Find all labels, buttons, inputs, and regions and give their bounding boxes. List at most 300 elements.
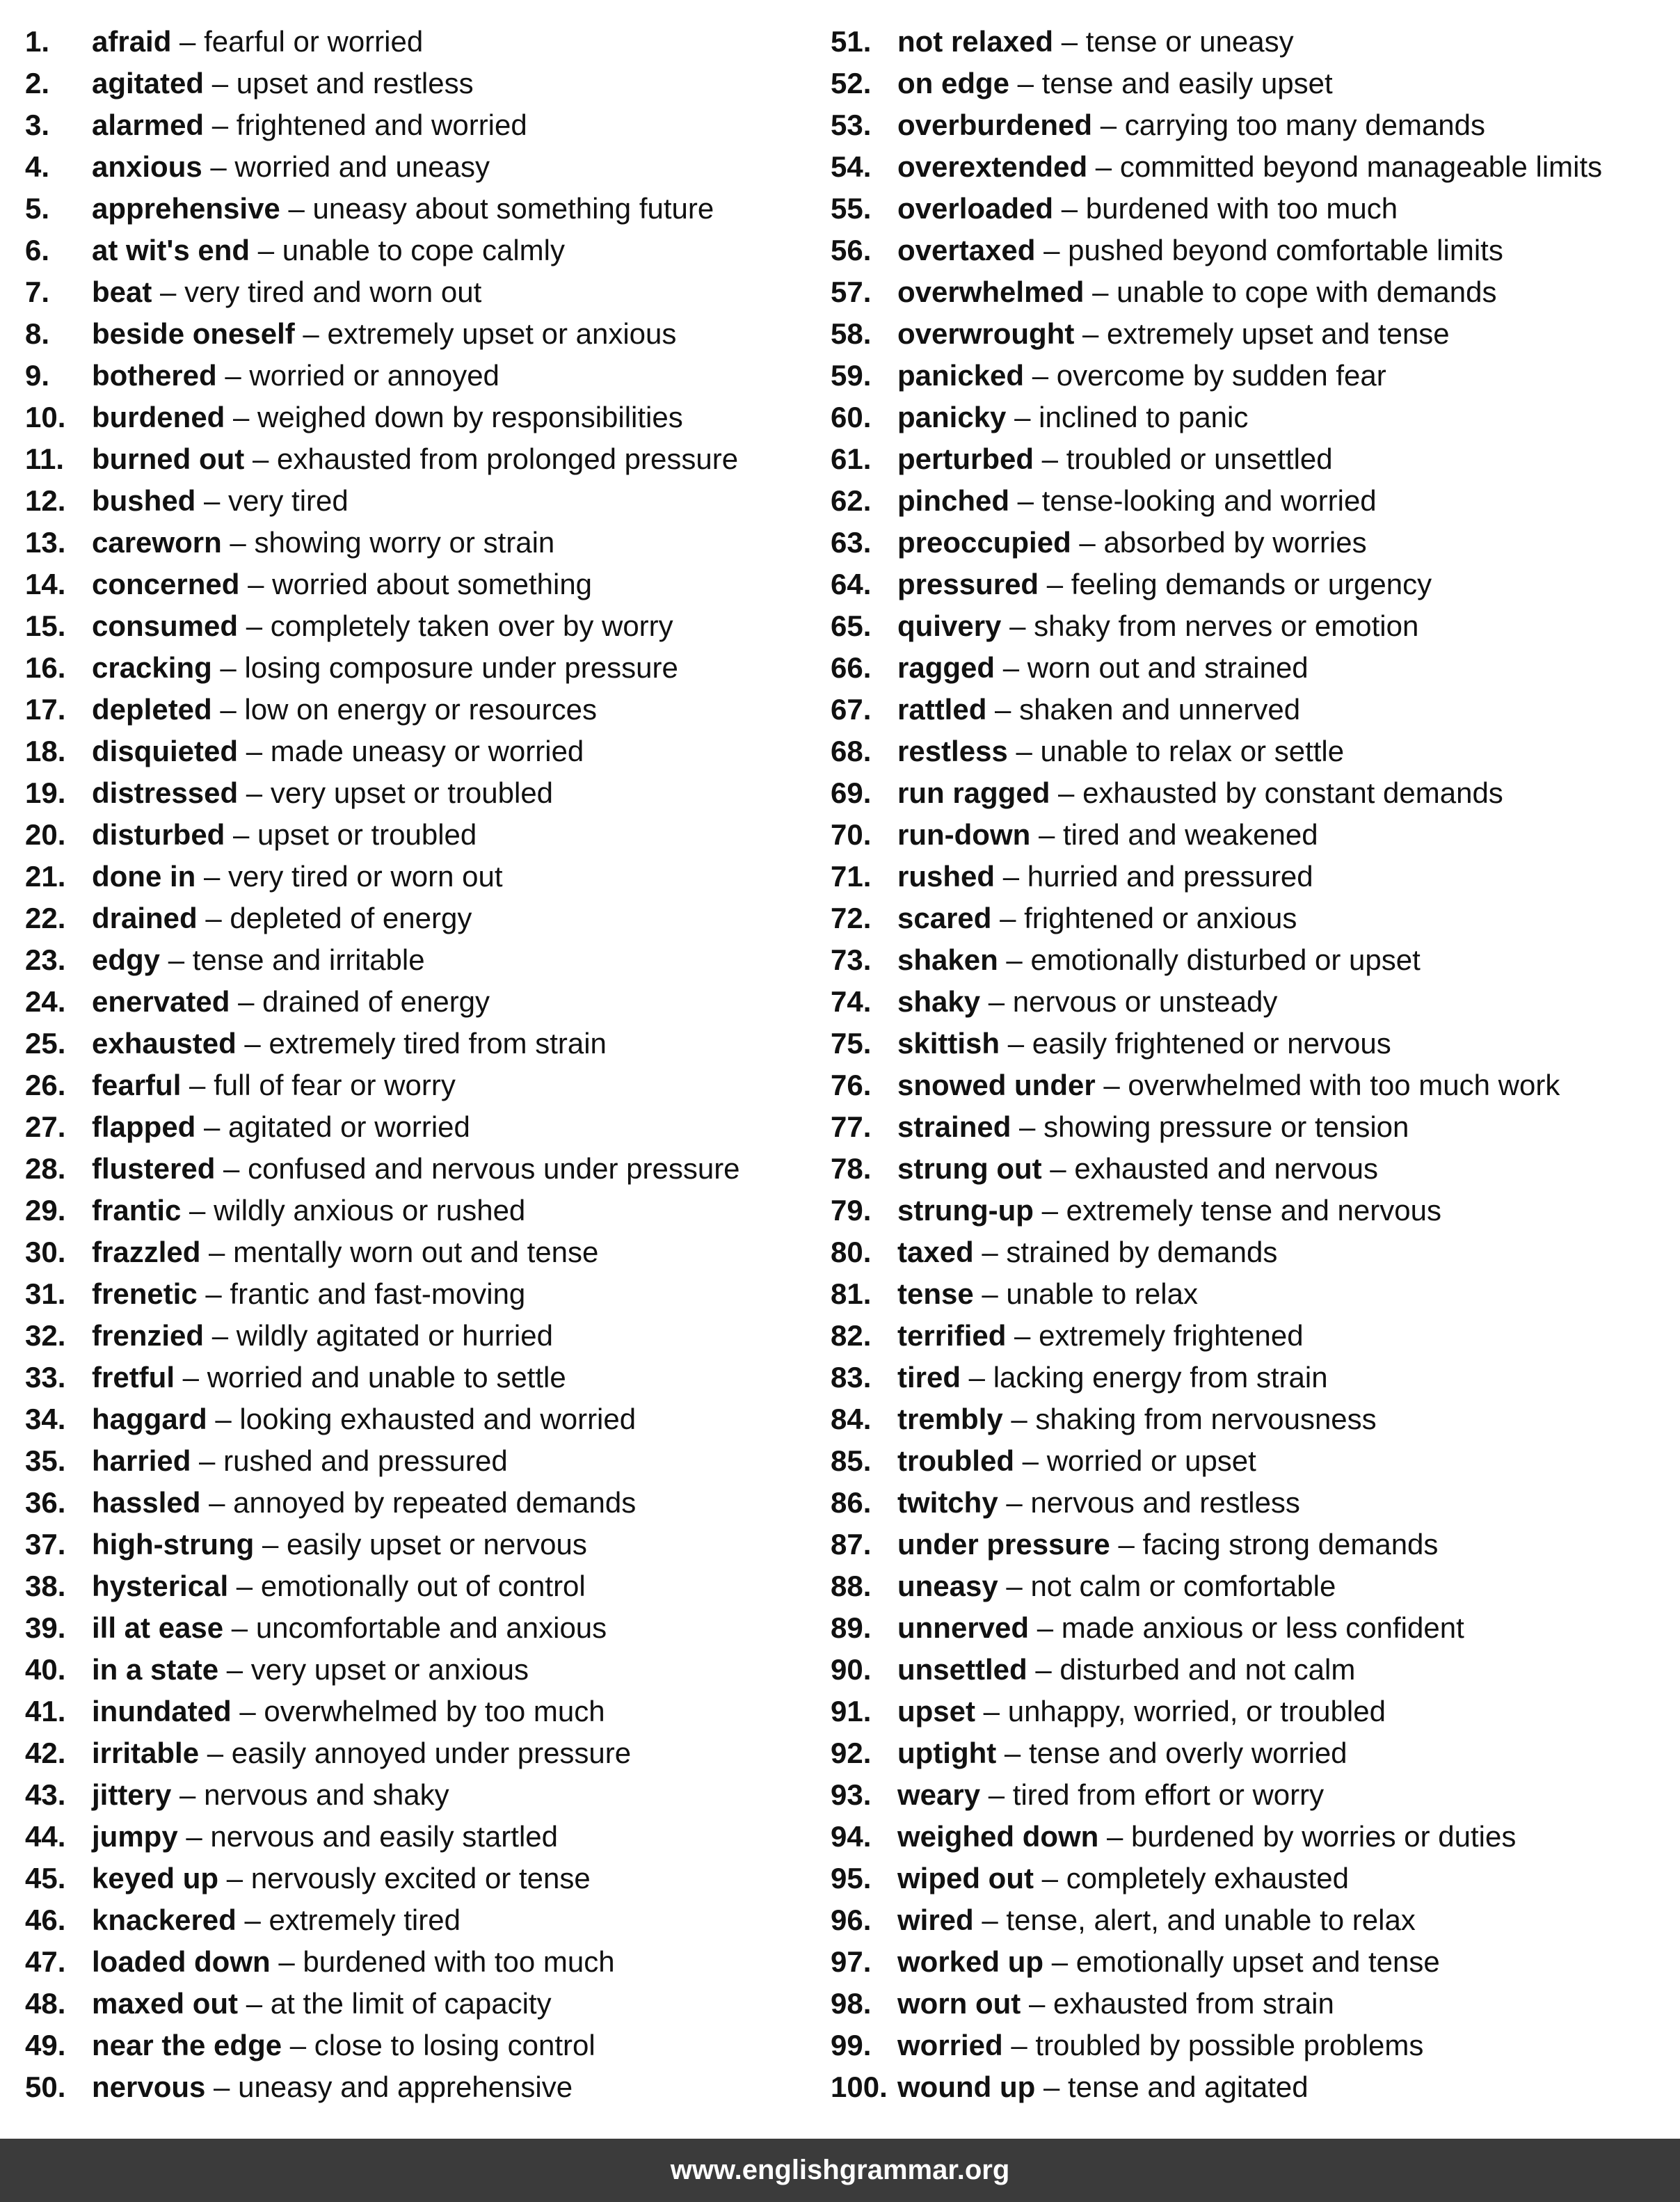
- item-definition: completely taken over by worry: [270, 609, 673, 642]
- item-separator: –: [1029, 1611, 1062, 1644]
- item-text: [92, 21, 423, 63]
- item-word: twitchy: [897, 1486, 998, 1519]
- list-item: [831, 2066, 1672, 2108]
- list-item: [831, 1106, 1672, 1148]
- item-separator: –: [975, 1695, 1008, 1728]
- item-word: nervous: [92, 2071, 206, 2103]
- item-number: 54.: [831, 150, 872, 183]
- footer-bar: [0, 2139, 1680, 2202]
- list-item: [25, 1524, 825, 1565]
- item-definition: wildly anxious or rushed: [214, 1194, 526, 1227]
- item-separator: –: [961, 1361, 993, 1394]
- item-word: taxed: [897, 1236, 974, 1268]
- item-text: [92, 2025, 595, 2066]
- list-item: [831, 480, 1672, 522]
- item-text: [92, 230, 565, 271]
- item-separator: –: [282, 2029, 314, 2061]
- item-definition: unable to cope with demands: [1117, 276, 1497, 308]
- list-item: [831, 522, 1672, 564]
- item-separator: –: [1041, 1152, 1075, 1185]
- item-text: [897, 146, 1602, 188]
- item-number: 38.: [25, 1570, 66, 1602]
- item-number: 18.: [25, 735, 66, 767]
- item-definition: exhausted from strain: [1053, 1987, 1334, 2020]
- item-definition: exhausted and nervous: [1074, 1152, 1378, 1185]
- item-separator: –: [239, 568, 273, 600]
- list-item: [831, 1858, 1672, 1899]
- item-separator: –: [1006, 1319, 1039, 1352]
- item-word: strained: [897, 1110, 1011, 1143]
- item-word: apprehensive: [92, 192, 280, 225]
- item-definition: facing strong demands: [1142, 1528, 1439, 1561]
- item-text: [897, 1440, 1256, 1482]
- item-number: 14.: [25, 568, 66, 600]
- item-number: 15.: [25, 609, 66, 642]
- footer-url[interactable]: www.englishgrammar.org: [670, 2155, 1010, 2185]
- list-item: [25, 1607, 825, 1649]
- item-text: [897, 1106, 1409, 1148]
- list-item: [831, 689, 1672, 731]
- item-separator: –: [280, 192, 313, 225]
- list-item: [25, 313, 825, 355]
- item-text: [92, 856, 503, 897]
- item-separator: –: [980, 1778, 1013, 1811]
- item-separator: –: [1043, 1945, 1076, 1978]
- item-word: careworn: [92, 526, 222, 559]
- item-definition: nervous and easily startled: [210, 1820, 559, 1853]
- list-item: [25, 1357, 825, 1398]
- item-definition: agitated or worried: [228, 1110, 470, 1143]
- item-separator: –: [225, 818, 258, 851]
- list-item: [831, 438, 1672, 480]
- list-item: [25, 522, 825, 564]
- item-word: tired: [897, 1361, 961, 1394]
- item-number: 99.: [831, 2029, 872, 2061]
- item-number: 33.: [25, 1361, 66, 1394]
- item-word: preoccupied: [897, 526, 1071, 559]
- item-word: frantic: [92, 1194, 182, 1227]
- item-word: wound up: [897, 2071, 1036, 2103]
- item-number: 4.: [25, 150, 50, 183]
- item-number: 81.: [831, 1277, 872, 1310]
- item-text: [897, 1858, 1349, 1899]
- item-separator: –: [216, 359, 250, 392]
- item-text: [897, 1565, 1336, 1607]
- item-separator: –: [175, 1361, 207, 1394]
- item-separator: –: [1074, 317, 1107, 350]
- item-number: 7.: [25, 276, 50, 308]
- item-text: [897, 814, 1318, 856]
- item-word: upset: [897, 1695, 976, 1728]
- item-text: [92, 104, 527, 146]
- item-definition: worn out and strained: [1027, 651, 1309, 684]
- list-item: [25, 1023, 825, 1064]
- item-separator: –: [995, 651, 1027, 684]
- item-definition: overcome by sudden fear: [1056, 359, 1386, 392]
- item-number: 10.: [25, 401, 66, 433]
- item-number: 60.: [831, 401, 872, 433]
- item-number: 97.: [831, 1945, 872, 1978]
- item-number: 53.: [831, 109, 872, 141]
- item-word: quivery: [897, 609, 1002, 642]
- item-number: 83.: [831, 1361, 872, 1394]
- item-number: 57.: [831, 276, 872, 308]
- item-text: [897, 897, 1297, 939]
- list-item: [25, 1106, 825, 1148]
- item-separator: –: [1021, 1987, 1053, 2020]
- item-number: 86.: [831, 1486, 872, 1519]
- item-number: 93.: [831, 1778, 872, 1811]
- item-definition: absorbed by worries: [1103, 526, 1367, 559]
- item-definition: worried or upset: [1046, 1444, 1256, 1477]
- item-separator: –: [218, 1862, 251, 1894]
- item-number: 30.: [25, 1236, 66, 1268]
- list-item: [25, 1732, 825, 1774]
- item-word: disquieted: [92, 735, 239, 767]
- item-word: ragged: [897, 651, 995, 684]
- item-separator: –: [1053, 192, 1086, 225]
- item-word: not relaxed: [897, 25, 1054, 58]
- item-word: drained: [92, 902, 198, 934]
- item-separator: –: [1039, 568, 1071, 600]
- list-item: [25, 772, 825, 814]
- item-separator: –: [207, 1403, 240, 1435]
- item-word: run ragged: [897, 776, 1050, 809]
- list-item: [25, 1273, 825, 1315]
- item-separator: –: [199, 1737, 232, 1769]
- item-word: weary: [897, 1778, 981, 1811]
- item-separator: –: [202, 150, 235, 183]
- item-word: keyed up: [92, 1862, 219, 1894]
- item-text: [897, 438, 1333, 480]
- item-number: 11.: [25, 442, 65, 475]
- list-item: [25, 564, 825, 605]
- item-text: [897, 313, 1450, 355]
- item-separator: –: [181, 1069, 214, 1101]
- item-text: [92, 1231, 598, 1273]
- item-definition: drained of energy: [262, 985, 490, 1018]
- item-definition: extremely tense and nervous: [1066, 1194, 1441, 1227]
- item-text: [897, 1315, 1304, 1357]
- item-definition: weighed down by responsibilities: [257, 401, 683, 433]
- item-definition: worried about something: [272, 568, 593, 600]
- item-separator: –: [1011, 1110, 1044, 1143]
- list-item: [831, 63, 1672, 104]
- item-number: 41.: [25, 1695, 66, 1728]
- item-separator: –: [1053, 25, 1086, 58]
- item-definition: wildly agitated or hurried: [236, 1319, 553, 1352]
- item-definition: shaking from nervousness: [1035, 1403, 1377, 1435]
- item-text: [897, 21, 1294, 63]
- item-separator: –: [1035, 2071, 1068, 2103]
- item-number: 13.: [25, 526, 66, 559]
- item-word: in a state: [92, 1653, 219, 1686]
- item-word: scared: [897, 902, 992, 934]
- item-definition: tense and easily upset: [1041, 67, 1333, 99]
- list-item: [831, 21, 1672, 63]
- item-word: hysterical: [92, 1570, 229, 1602]
- item-number: 96.: [831, 1904, 872, 1936]
- item-definition: tense and overly worried: [1028, 1737, 1347, 1769]
- item-text: [897, 1023, 1391, 1064]
- list-item: [831, 897, 1672, 939]
- item-separator: –: [1092, 109, 1125, 141]
- item-separator: –: [197, 1277, 230, 1310]
- item-number: 63.: [831, 526, 872, 559]
- item-text: [92, 1148, 740, 1190]
- list-item: [25, 814, 825, 856]
- item-word: snowed under: [897, 1069, 1096, 1101]
- item-word: beside oneself: [92, 317, 295, 350]
- item-number: 39.: [25, 1611, 66, 1644]
- list-item: [831, 1148, 1672, 1190]
- item-number: 95.: [831, 1862, 872, 1894]
- item-separator: –: [197, 902, 230, 934]
- item-text: [897, 856, 1313, 897]
- item-word: unnerved: [897, 1611, 1030, 1644]
- item-text: [92, 564, 592, 605]
- item-separator: –: [991, 902, 1025, 934]
- list-item: [25, 355, 825, 397]
- list-item: [831, 1607, 1672, 1649]
- list-item: [831, 1565, 1672, 1607]
- list-item: [831, 271, 1672, 313]
- item-definition: shaky from nerves or emotion: [1034, 609, 1419, 642]
- item-definition: unhappy, worried, or troubled: [1007, 1695, 1386, 1728]
- list-item: [25, 146, 825, 188]
- item-separator: –: [171, 25, 205, 58]
- item-word: terrified: [897, 1319, 1007, 1352]
- item-definition: extremely upset and tense: [1107, 317, 1450, 350]
- item-definition: shaken and unnerved: [1019, 693, 1301, 726]
- item-word: frenetic: [92, 1277, 198, 1310]
- list-item: [25, 856, 825, 897]
- item-number: 24.: [25, 985, 66, 1018]
- item-separator: –: [238, 735, 271, 767]
- item-definition: burdened with too much: [303, 1945, 615, 1978]
- item-definition: tense and agitated: [1067, 2071, 1309, 2103]
- item-definition: worried and unable to settle: [207, 1361, 566, 1394]
- item-number: 80.: [831, 1236, 872, 1268]
- item-separator: –: [238, 776, 271, 809]
- item-definition: uneasy about something future: [312, 192, 714, 225]
- item-definition: depleted of energy: [230, 902, 472, 934]
- item-definition: emotionally disturbed or upset: [1030, 943, 1421, 976]
- item-definition: extremely upset or anxious: [327, 317, 677, 350]
- item-number: 17.: [25, 693, 66, 726]
- item-word: consumed: [92, 609, 239, 642]
- item-definition: unable to cope calmly: [282, 234, 565, 266]
- item-separator: –: [973, 1236, 1007, 1268]
- item-definition: emotionally upset and tense: [1075, 1945, 1440, 1978]
- item-number: 37.: [25, 1528, 66, 1561]
- list-item: [831, 1732, 1672, 1774]
- item-definition: looking exhausted and worried: [239, 1403, 637, 1435]
- list-item: [831, 1231, 1672, 1273]
- item-separator: –: [238, 1987, 271, 2020]
- item-text: [897, 772, 1503, 814]
- item-number: 28.: [25, 1152, 66, 1185]
- item-text: [897, 1899, 1416, 1941]
- item-number: 43.: [25, 1778, 66, 1811]
- item-word: fretful: [92, 1361, 175, 1394]
- item-text: [897, 355, 1386, 397]
- item-definition: easily annoyed under pressure: [231, 1737, 632, 1769]
- item-separator: –: [218, 1653, 251, 1686]
- item-word: on edge: [897, 67, 1010, 99]
- item-definition: extremely tired from strain: [269, 1027, 607, 1060]
- item-definition: pushed beyond comfortable limits: [1068, 234, 1503, 266]
- item-definition: extremely tired: [269, 1904, 461, 1936]
- item-word: skittish: [897, 1027, 1000, 1060]
- item-word: anxious: [92, 150, 202, 183]
- item-number: 91.: [831, 1695, 872, 1728]
- list-item: [25, 1774, 825, 1816]
- item-number: 48.: [25, 1987, 66, 2020]
- item-separator: –: [1006, 401, 1039, 433]
- item-word: shaken: [897, 943, 998, 976]
- list-item: [831, 313, 1672, 355]
- item-definition: showing worry or strain: [254, 526, 555, 559]
- item-separator: –: [1000, 1027, 1032, 1060]
- item-definition: full of fear or worry: [214, 1069, 456, 1101]
- item-number: 72.: [831, 902, 872, 934]
- item-word: worked up: [897, 1945, 1044, 1978]
- item-definition: fearful or worried: [204, 25, 424, 58]
- item-separator: –: [211, 693, 245, 726]
- item-text: [92, 1816, 558, 1858]
- item-definition: hurried and pressured: [1027, 860, 1313, 893]
- item-separator: –: [1110, 1528, 1143, 1561]
- list-item: [831, 104, 1672, 146]
- item-separator: –: [1030, 818, 1063, 851]
- item-text: [92, 1398, 636, 1440]
- item-text: [92, 1064, 456, 1106]
- item-separator: –: [1002, 2029, 1036, 2061]
- item-number: 59.: [831, 359, 872, 392]
- item-number: 31.: [25, 1277, 66, 1310]
- item-word: enervated: [92, 985, 230, 1018]
- item-definition: strained by demands: [1006, 1236, 1278, 1268]
- item-definition: lacking energy from strain: [993, 1361, 1328, 1394]
- list-item: [831, 1983, 1672, 2025]
- list-item: [25, 731, 825, 772]
- item-definition: losing composure under pressure: [244, 651, 678, 684]
- list-item: [25, 1816, 825, 1858]
- item-text: [92, 1524, 587, 1565]
- item-separator: –: [204, 1319, 237, 1352]
- list-item: [831, 1064, 1672, 1106]
- item-number: 21.: [25, 860, 66, 893]
- list-item: [25, 689, 825, 731]
- list-item: [831, 1315, 1672, 1357]
- item-number: 64.: [831, 568, 872, 600]
- item-separator: –: [160, 943, 193, 976]
- item-text: [92, 897, 472, 939]
- item-separator: –: [1095, 1069, 1128, 1101]
- item-word: beat: [92, 276, 152, 308]
- list-item: [831, 146, 1672, 188]
- list-item: [25, 1231, 825, 1273]
- item-separator: –: [204, 67, 237, 99]
- item-text: [897, 1148, 1378, 1190]
- item-separator: –: [171, 1778, 205, 1811]
- item-number: 76.: [831, 1069, 872, 1101]
- list-item: [25, 1941, 825, 1983]
- item-number: 50.: [25, 2071, 66, 2103]
- item-separator: –: [223, 1611, 256, 1644]
- item-word: burned out: [92, 442, 245, 475]
- item-number: 78.: [831, 1152, 872, 1185]
- item-text: [92, 689, 597, 731]
- item-number: 69.: [831, 776, 872, 809]
- item-definition: nervous and shaky: [204, 1778, 449, 1811]
- item-definition: uncomfortable and anxious: [255, 1611, 607, 1644]
- item-word: unsettled: [897, 1653, 1027, 1686]
- item-separator: –: [1035, 234, 1069, 266]
- item-word: flapped: [92, 1110, 196, 1143]
- item-definition: upset or troubled: [257, 818, 477, 851]
- item-number: 100.: [831, 2071, 888, 2103]
- list-item: [25, 1148, 825, 1190]
- item-text: [897, 1607, 1464, 1649]
- item-word: alarmed: [92, 109, 205, 141]
- item-word: jittery: [92, 1778, 172, 1811]
- item-text: [92, 397, 683, 438]
- item-separator: –: [204, 109, 237, 141]
- item-text: [897, 1190, 1441, 1231]
- item-text: [92, 1106, 470, 1148]
- list-item: [831, 856, 1672, 897]
- item-definition: troubled by possible problems: [1035, 2029, 1424, 2061]
- item-text: [92, 981, 490, 1023]
- list-item: [831, 1190, 1672, 1231]
- item-number: 44.: [25, 1820, 66, 1853]
- item-number: 9.: [25, 359, 50, 392]
- list-item: [831, 1899, 1672, 1941]
- item-word: strung out: [897, 1152, 1042, 1185]
- list-item: [831, 1273, 1672, 1315]
- item-number: 65.: [831, 609, 872, 642]
- item-definition: frightened and worried: [236, 109, 527, 141]
- item-word: overburdened: [897, 109, 1093, 141]
- item-separator: –: [225, 401, 258, 433]
- item-separator: –: [236, 1027, 269, 1060]
- item-text: [897, 1064, 1560, 1106]
- list-item: [831, 188, 1672, 230]
- list-item: [25, 605, 825, 647]
- item-text: [897, 647, 1309, 689]
- item-text: [92, 814, 477, 856]
- list-item: [25, 939, 825, 981]
- item-text: [92, 1273, 525, 1315]
- item-number: 73.: [831, 943, 872, 976]
- item-separator: –: [215, 1152, 248, 1185]
- item-number: 70.: [831, 818, 872, 851]
- list-item: [25, 188, 825, 230]
- item-word: haggard: [92, 1403, 207, 1435]
- list-item: [831, 1649, 1672, 1691]
- item-text: [92, 63, 474, 104]
- item-number: 12.: [25, 484, 66, 517]
- item-definition: upset and restless: [236, 67, 474, 99]
- item-number: 19.: [25, 776, 66, 809]
- item-word: bothered: [92, 359, 217, 392]
- item-definition: not calm or comfortable: [1030, 1570, 1336, 1602]
- item-number: 3.: [25, 109, 50, 141]
- item-definition: inclined to panic: [1039, 401, 1249, 433]
- item-word: irritable: [92, 1737, 200, 1769]
